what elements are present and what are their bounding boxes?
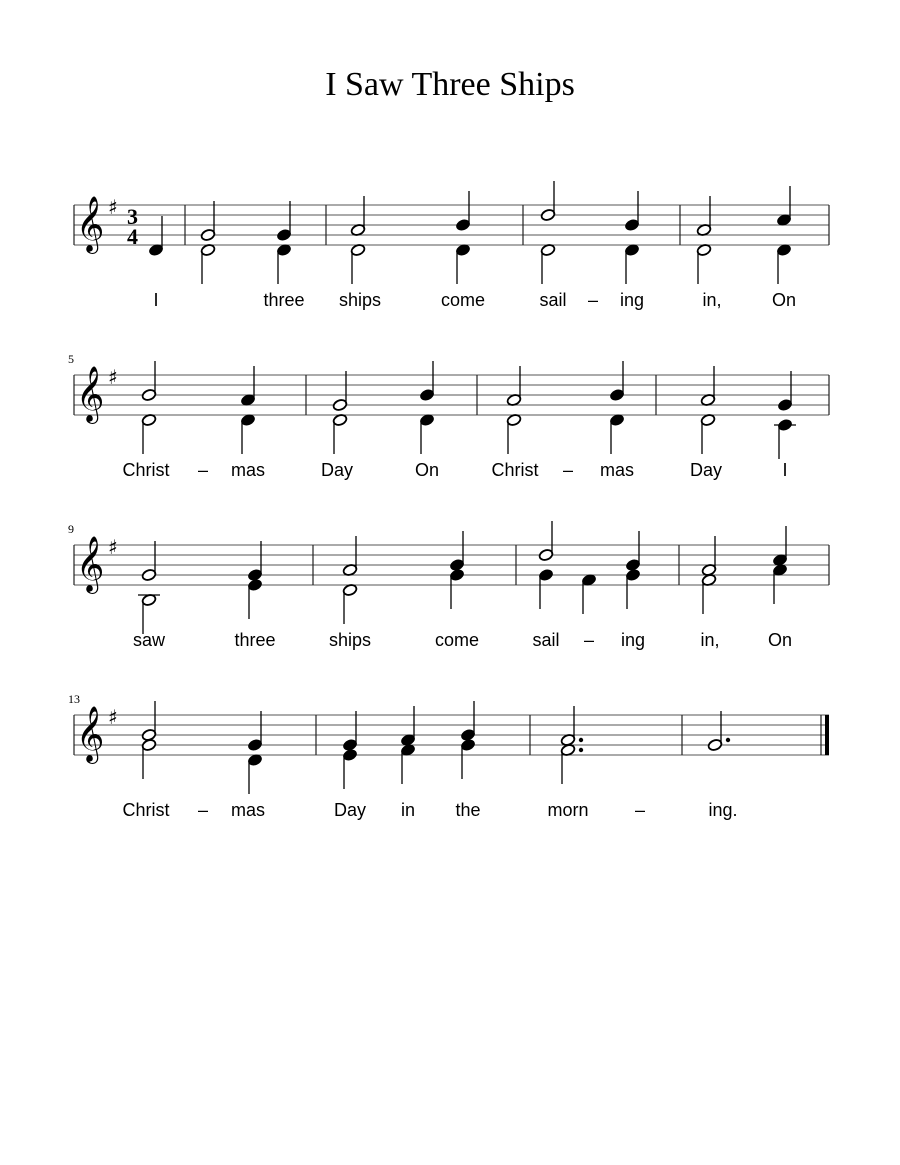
lyric-syllable: Christ — [122, 800, 170, 820]
lyric-syllable: sail — [539, 290, 567, 310]
sharp-icon: ♯ — [108, 365, 118, 389]
treble-clef-icon: 𝄞 — [76, 706, 105, 762]
lyric-syllable: – — [197, 800, 209, 820]
lyric-syllable: in, — [702, 290, 722, 310]
lyric-syllable: Christ — [491, 460, 539, 480]
treble-clef-icon: 𝄞 — [76, 536, 105, 592]
lyric-syllable: ships — [328, 630, 372, 650]
lyric-syllable: three — [234, 630, 276, 650]
measure-number: 5 — [68, 352, 74, 366]
lyric-syllable: Day — [333, 800, 367, 820]
lyric-syllable: in, — [700, 630, 720, 650]
lyric-syllable: the — [455, 800, 481, 820]
treble-clef-icon: 𝄞 — [76, 196, 105, 252]
lyric-syllable: ing. — [708, 800, 738, 820]
lyric-syllable: three — [263, 290, 305, 310]
time-signature-bottom: 4 — [127, 224, 138, 249]
lyric-syllable: I — [782, 460, 788, 480]
lyric-syllable: morn — [547, 800, 589, 820]
treble-clef-icon: 𝄞 — [76, 366, 105, 422]
measure-number: 13 — [68, 692, 80, 706]
staff-system — [68, 521, 829, 650]
lyric-syllable: Day — [689, 460, 723, 480]
lyric-syllable: ships — [338, 290, 382, 310]
lyric-syllable: ing — [620, 630, 646, 650]
lyric-syllable: I — [153, 290, 159, 310]
augmentation-dot — [579, 738, 583, 742]
lyric-syllable: – — [634, 800, 646, 820]
augmentation-dot — [726, 738, 730, 742]
time-signature-top: 3 — [127, 204, 138, 229]
staff-system — [68, 692, 829, 820]
lyric-syllable: come — [434, 630, 480, 650]
lyric-syllable: ing — [619, 290, 645, 310]
staff-system — [68, 352, 829, 480]
lyric-syllable: – — [197, 460, 209, 480]
sharp-icon: ♯ — [108, 535, 118, 559]
lyric-syllable: On — [771, 290, 797, 310]
lyric-syllable: Christ — [122, 460, 170, 480]
lyric-syllable: saw — [132, 630, 166, 650]
lyric-syllable: come — [440, 290, 486, 310]
lyric-syllable: mas — [230, 800, 266, 820]
lyric-syllable: Day — [320, 460, 354, 480]
augmentation-dot — [579, 748, 583, 752]
lyric-syllable: – — [583, 630, 595, 650]
staff-system — [74, 181, 829, 310]
sharp-icon: ♯ — [108, 705, 118, 729]
lyric-syllable: sail — [532, 630, 560, 650]
sharp-icon: ♯ — [108, 195, 118, 219]
lyric-syllable: in — [400, 800, 416, 820]
lyric-syllable: mas — [230, 460, 266, 480]
final-barline-thick — [825, 715, 829, 755]
measure-number: 9 — [68, 522, 74, 536]
lyric-syllable: On — [767, 630, 793, 650]
lyric-syllable: mas — [599, 460, 635, 480]
lyric-syllable: – — [587, 290, 599, 310]
lyric-syllable: – — [562, 460, 574, 480]
score-systems — [68, 181, 829, 820]
lyric-syllable: On — [414, 460, 440, 480]
song-title: I Saw Three Ships — [325, 66, 575, 103]
